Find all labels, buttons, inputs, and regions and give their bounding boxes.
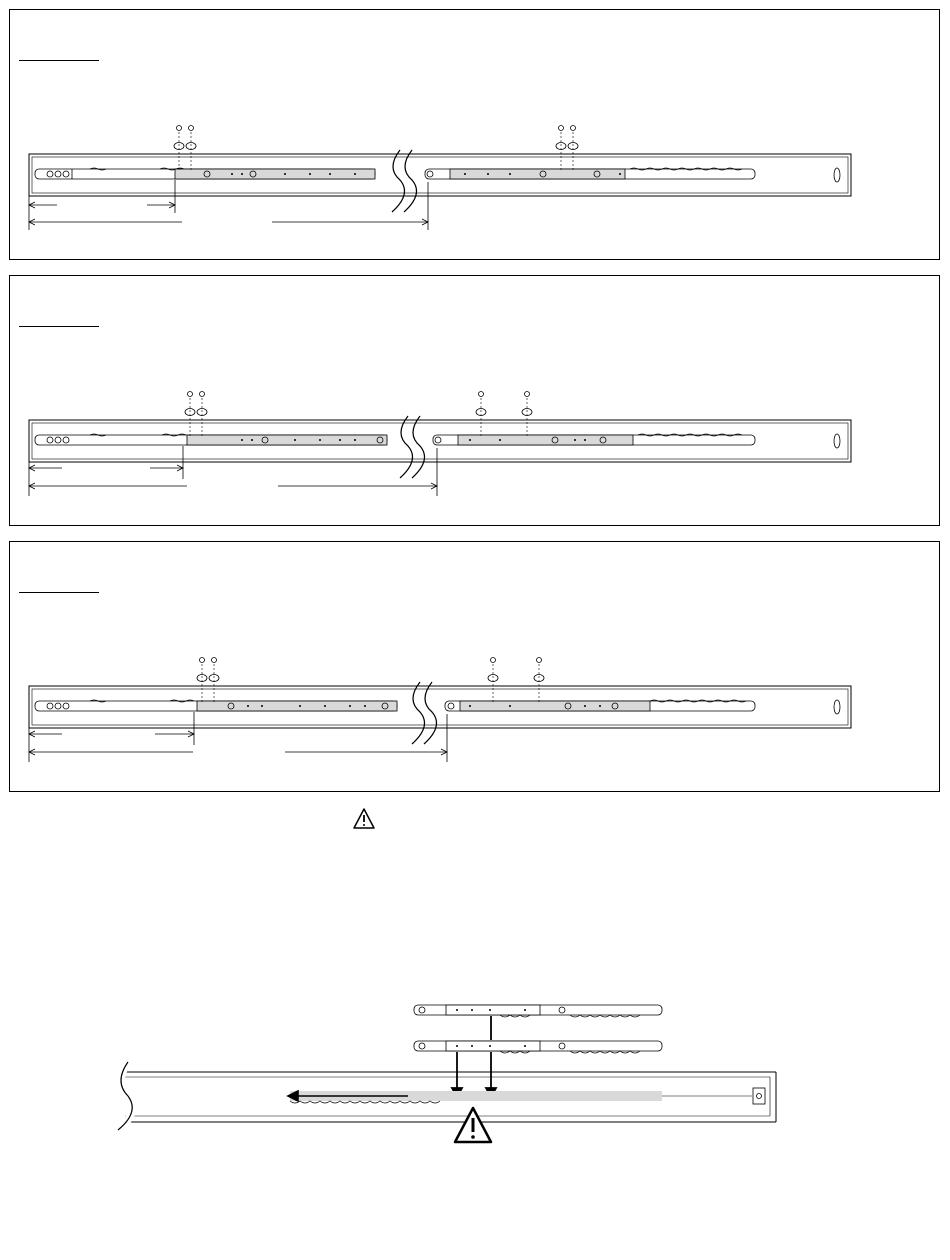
dimension-short xyxy=(29,446,183,496)
assembly-panel-3 xyxy=(9,541,940,792)
break-line-icon xyxy=(412,682,425,744)
rail-end-pulley xyxy=(834,168,840,182)
screw-icon xyxy=(188,392,530,397)
chain-bracket-left xyxy=(197,701,397,711)
rail-diagram-2 xyxy=(10,276,941,527)
screw-icon xyxy=(177,126,194,131)
screw-icon xyxy=(559,126,576,131)
dimension-long xyxy=(29,714,447,762)
assembly-panel-1 xyxy=(9,9,940,260)
rail-diagram-3 xyxy=(10,542,941,793)
chain-segment-top xyxy=(414,1005,662,1017)
screw-icon xyxy=(200,658,542,663)
dimension-long xyxy=(29,182,428,230)
chain-segment-middle xyxy=(414,1041,662,1053)
chain-bracket-right xyxy=(460,701,650,711)
dimension-short xyxy=(29,712,194,762)
warning-triangle-icon xyxy=(455,1108,491,1142)
rail-end-pulley xyxy=(753,1088,765,1104)
chain-bracket-left xyxy=(187,435,387,445)
assembly-panel-2 xyxy=(9,275,940,526)
chain-bracket-right xyxy=(458,435,633,445)
warning-triangle-icon xyxy=(354,809,374,828)
break-line-icon xyxy=(400,416,413,478)
chain-insertion-diagram xyxy=(0,800,950,1260)
down-arrow-icon xyxy=(452,1052,496,1097)
dimension-long xyxy=(29,448,437,496)
chain-bracket-left xyxy=(175,169,375,179)
break-line-icon xyxy=(392,150,405,212)
washer-icon xyxy=(197,675,544,682)
rail-diagram-1 xyxy=(10,10,941,261)
rail-end-pulley xyxy=(834,434,840,448)
dimension-short xyxy=(29,180,175,230)
washer-icon xyxy=(185,409,532,416)
washer-icon xyxy=(174,143,196,150)
rail-section xyxy=(118,1062,776,1130)
rail-end-pulley xyxy=(834,700,840,714)
chain-bracket-right xyxy=(450,169,625,179)
washer-icon xyxy=(556,143,578,150)
